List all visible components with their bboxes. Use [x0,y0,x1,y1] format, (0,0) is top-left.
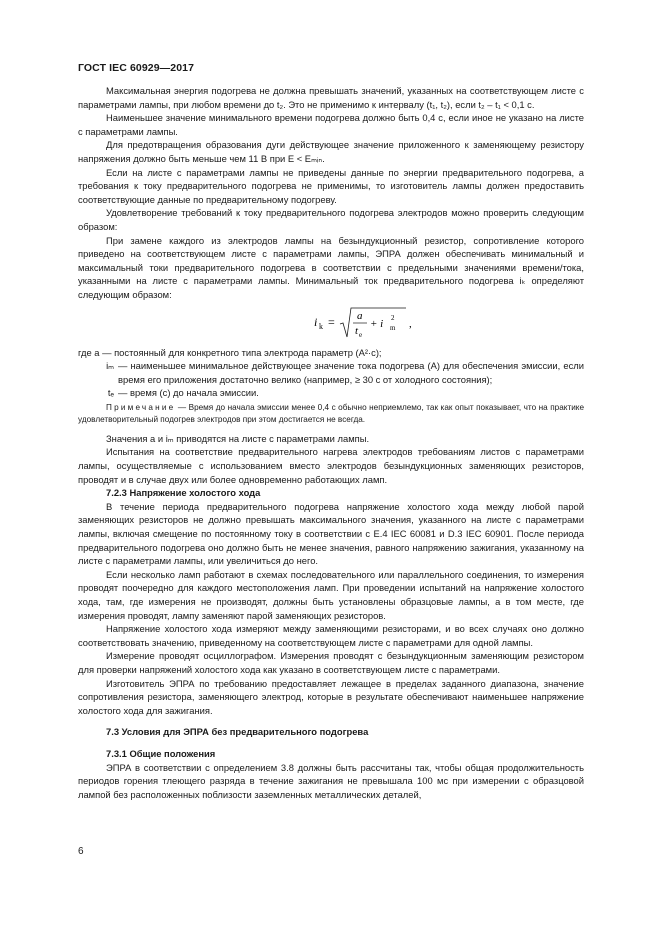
formula-plus-im: + i [370,317,384,330]
paragraph-verification-intro: Удовлетворение требований к току предварительного подогрева электродов можно проверить следующим образом: [78,207,584,232]
formula-denominator: t [355,324,359,337]
preheat-current-formula [78,302,584,346]
formula-m-sub: m [390,323,396,332]
paragraph-max-energy: Максимальная энергия подогрева не должна превышать значений, указанных на соответствующем листе с параметрами лампы, при любом времени до t₂. Это не применимо к интервалу (t₁, t₂), если t₂ – t₁ < 0,1 с. [78,85,584,110]
formula-comma: , [409,317,412,330]
paragraph-min-preheat-time: Наименьшее значение минимального времени подогрева должно быть 0,4 с, если иное не указано на листе с параметрами лампы. [78,112,584,137]
symbol-im: iₘ [106,360,114,372]
formula-den-sub: e [359,330,363,339]
paragraph-arc-prevention: Для предотвращения образования дуги действующее значение приложенного к заменяющему резистору напряжения должно быть меньше чем 11 В при E < Eₘᵢₙ. [78,139,584,164]
document-header: ГОСТ IEC 60929—2017 [78,62,195,74]
note-label: Примечание [106,402,176,412]
where-te-text: — время (с) до начала эмиссии. [118,387,259,399]
paragraph-glow-discharge: ЭПРА в соответствии с определением 3.8 должны быть рассчитаны так, чтобы общая продолжительность периодов горения тлеющего разряда в течение зажигания не превышала 100 мс при измерении с образцовой лампой без расположенных поблизости заземленных металлических деталей, [78,761,584,800]
symbol-te: tₑ [107,387,114,399]
paragraph-multi-lamp-tests: Испытания на соответствие предварительного нагрева электродов требованиям листов с параметрами лампы, осуществляемые с использованием вместо электродов безындукционных заменяющих резисторов, проводят и в случае двух или более одновременно работающих ламп. [78,446,584,485]
paragraph-ocv-preheat: В течение периода предварительного подогрева напряжение холостого хода между любой парой заменяющих резисторов не должно превышать максимального значения, указанного на листе с параметрами лампы, включая смещение по постоянному току в соответствии с Е.4 IEC 60081 и D.3 IEC 60901. После периода предварительного подогрева оно должно быть не менее значения, равного напряжению зажигания, указанному на листе с параметрами лампы, или увеличиться до него. [78,500,584,567]
paragraph-no-energy-data: Если на листе с параметрами лампы не приведены данные по энергии предварительного подогрева, а требования к току предварительного подогрева не применимы, то изготовитель лампы должен предоставить соответствующие данные по предварительному подогреву. [78,166,584,205]
page-number: 6 [78,846,84,857]
formula-numerator: a [357,309,363,322]
formula-graphic [310,304,430,344]
formula-equals: = [328,314,335,329]
paragraph-values-a-im: Значения a и iₘ приводятся на листе с параметрами лампы. [106,432,370,444]
formula-lhs: i [314,314,318,329]
paragraph-series-parallel: Если несколько ламп работают в схемах последовательного или параллельного соединения, то измерения проводят поочередно для каждого местоположения ламп. При проведении испытаний на напряжение холостого хода, там, где измерения не производят, должны быть установлены образцовые лампы, а в том месте, где измерения проводят, лампу заменяют парой заменяющих резисторов. [78,568,584,621]
note [78,402,584,426]
where-item-te [78,386,584,400]
paragraph-ocv-measured: Напряжение холостого хода измеряют между заменяющими резисторами, и во всех случаях оно должно соответствовать значению, приведенному на соответствующем листе с параметрами для одной лампы. [78,623,584,648]
page-body [78,84,584,801]
section-heading-7-3-1: 7.3.1 Общие положения [106,747,216,759]
where-im-text: — наименьшее минимальное действующее значение тока подогрева (А) для обеспечения эмиссии, если время его приложения достаточно велико (например, ≥ 30 с от холодного состояния); [118,360,584,385]
formula-lhs-sub: k [319,321,323,331]
formula-square: 2 [391,313,395,322]
section-heading-7-2-3: 7.2.3 Напряжение холостого хода [106,487,261,499]
paragraph-manufacturer-resistance: Изготовитель ЭПРА по требованию предоставляет лежащее в пределах заданного диапазона, значение сопротивления резистора, заменяющего электрод, которые в результате обеспечивают наименьшее напряжение холостого хода для зажигания. [78,677,584,716]
paragraph-oscilloscope: Измерение проводят осциллографом. Измерения проводят с безындукционным заменяющим резистором для проверки напряжений холостого хода как указано в соответствующем листе с параметрами. [78,650,584,675]
section-heading-7-3: 7.3 Условия для ЭПРА без предварительного подогрева [106,726,369,738]
paragraph-resistor-replacement: При замене каждого из электродов лампы на безындукционный резистор, сопротивление которого приведено на соответствующем листе с параметрами лампы, ЭПРА должен обеспечивать минимальный и максимальный токи предварительного подогрева в соответствии с предельными значениями времени/тока, указанными на листе с параметрами лампы. Минимальный ток предварительного подогрева iₖ определяют следующим образом: [78,234,584,300]
where-intro: где a — постоянный для конкретного типа электрода параметр (А²·с); [78,346,382,358]
note-text: — Время до начала эмиссии менее 0,4 с обычно неприемлемо, так как опыт показывает, что на практике удовлетворительный подогрев электродов при этом достигается не всегда. [78,402,584,424]
where-item-im [78,359,584,386]
